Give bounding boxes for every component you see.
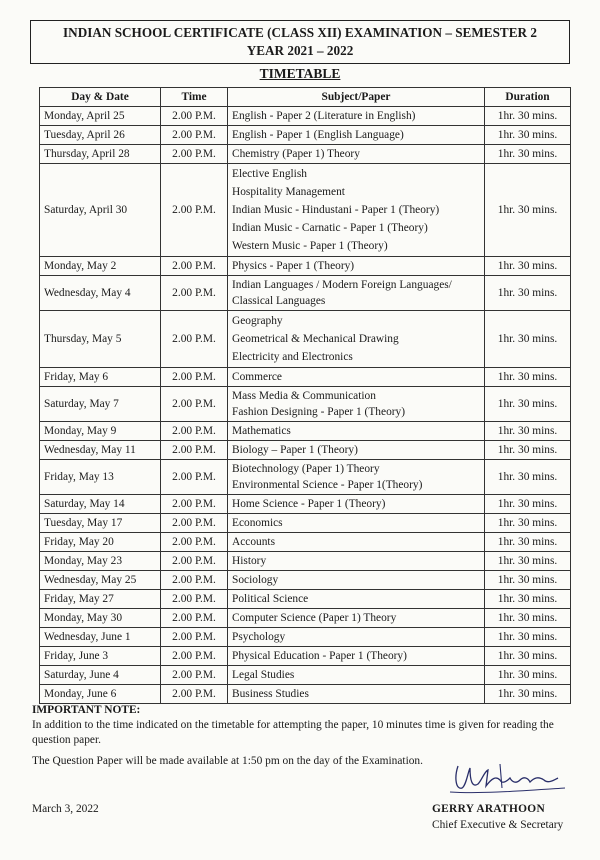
cell-duration: 1hr. 30 mins. [485,571,571,590]
exam-header [30,20,570,64]
cell-duration: 1hr. 30 mins. [485,368,571,387]
cell-time: 2.00 P.M. [161,514,228,533]
cell-time: 2.00 P.M. [161,276,228,311]
table-row [40,647,571,666]
cell-time: 2.00 P.M. [161,126,228,145]
cell-subject [228,387,485,422]
table-row [40,533,571,552]
cell-duration: 1hr. 30 mins. [485,422,571,441]
cell-day-date: Monday, May 23 [40,552,161,571]
subject-line: Fashion Designing - Paper 1 (Theory) [232,406,406,418]
cell-time: 2.00 P.M. [161,387,228,422]
table-row [40,164,571,257]
cell-time: 2.00 P.M. [161,422,228,441]
subject-line: Indian Music - Hindustani - Paper 1 (Theory) [232,204,440,216]
cell-time: 2.00 P.M. [161,311,228,368]
cell-time: 2.00 P.M. [161,666,228,685]
cell-day-date: Tuesday, May 17 [40,514,161,533]
cell-time: 2.00 P.M. [161,609,228,628]
subject-line: Environmental Science - Paper 1(Theory) [232,479,423,491]
table-row [40,571,571,590]
subject-line: Accounts [232,536,276,548]
cell-subject [228,514,485,533]
cell-time: 2.00 P.M. [161,647,228,666]
subject-line: Psychology [232,631,286,643]
column-header-time: Time [161,88,228,107]
subject-line: Physical Education - Paper 1 (Theory) [232,650,407,662]
table-row [40,368,571,387]
column-header-subject: Subject/Paper [228,88,485,107]
cell-time: 2.00 P.M. [161,685,228,704]
cell-subject [228,368,485,387]
cell-day-date: Saturday, May 14 [40,495,161,514]
cell-time: 2.00 P.M. [161,368,228,387]
cell-duration: 1hr. 30 mins. [485,164,571,257]
table-row [40,126,571,145]
cell-time: 2.00 P.M. [161,533,228,552]
column-header-day: Day & Date [40,88,161,107]
timetable-title: TIMETABLE [259,66,341,81]
cell-day-date: Saturday, April 30 [40,164,161,257]
cell-duration: 1hr. 30 mins. [485,590,571,609]
cell-subject [228,609,485,628]
subject-line: Geometrical & Mechanical Drawing [232,333,399,345]
subject-line: Biotechnology (Paper 1) Theory [232,463,380,475]
subject-line: Electricity and Electronics [232,351,353,363]
cell-day-date: Monday, May 2 [40,257,161,276]
cell-subject [228,145,485,164]
cell-subject [228,685,485,704]
cell-day-date: Friday, May 6 [40,368,161,387]
subject-line: Indian Music - Carnatic - Paper 1 (Theory) [232,222,428,234]
cell-time: 2.00 P.M. [161,628,228,647]
subject-line: Physics - Paper 1 (Theory) [232,260,355,272]
cell-duration: 1hr. 30 mins. [485,145,571,164]
cell-time: 2.00 P.M. [161,145,228,164]
cell-day-date: Monday, May 30 [40,609,161,628]
note-title: IMPORTANT NOTE: [32,704,141,716]
table-row [40,387,571,422]
subject-line: Computer Science (Paper 1) Theory [232,612,397,624]
header-line-2: YEAR 2021 – 2022 [246,43,354,58]
timetable-table [39,87,571,704]
table-row [40,276,571,311]
cell-duration: 1hr. 30 mins. [485,514,571,533]
subject-line: Elective English [232,168,307,180]
cell-duration: 1hr. 30 mins. [485,257,571,276]
cell-subject [228,164,485,257]
subject-line: Business Studies [232,688,309,700]
note-paragraph-2: The Question Paper will be made available at 1:50 pm on the day of the Examination. [32,755,423,767]
table-header-row [40,88,571,107]
subject-line: Hospitality Management [232,186,345,198]
subject-line: History [232,555,267,567]
header-line-1: INDIAN SCHOOL CERTIFICATE (CLASS XII) EXAMINATION – SEMESTER 2 [63,25,537,40]
signer-title: Chief Executive & Secretary [432,819,564,831]
table-row [40,609,571,628]
cell-subject [228,666,485,685]
cell-time: 2.00 P.M. [161,441,228,460]
subject-line: Mathematics [232,425,291,437]
cell-subject [228,495,485,514]
cell-subject [228,311,485,368]
cell-day-date: Thursday, April 28 [40,145,161,164]
cell-time: 2.00 P.M. [161,552,228,571]
signer-name: GERRY ARATHOON [432,803,545,815]
cell-day-date: Friday, June 3 [40,647,161,666]
cell-day-date: Wednesday, June 1 [40,628,161,647]
cell-day-date: Saturday, June 4 [40,666,161,685]
cell-duration: 1hr. 30 mins. [485,441,571,460]
cell-day-date: Wednesday, May 25 [40,571,161,590]
table-row [40,422,571,441]
cell-subject [228,107,485,126]
cell-duration: 1hr. 30 mins. [485,609,571,628]
cell-subject [228,590,485,609]
cell-day-date: Monday, April 25 [40,107,161,126]
column-header-duration: Duration [485,88,571,107]
cell-duration: 1hr. 30 mins. [485,311,571,368]
cell-subject [228,276,485,311]
cell-day-date: Friday, May 27 [40,590,161,609]
signature-image [440,758,580,798]
cell-duration: 1hr. 30 mins. [485,552,571,571]
table-row [40,107,571,126]
cell-day-date: Monday, June 6 [40,685,161,704]
cell-duration: 1hr. 30 mins. [485,276,571,311]
cell-time: 2.00 P.M. [161,460,228,495]
subject-line: Political Science [232,593,309,605]
table-row [40,514,571,533]
cell-subject [228,552,485,571]
cell-day-date: Wednesday, May 4 [40,276,161,311]
cell-duration: 1hr. 30 mins. [485,387,571,422]
subject-line: English - Paper 2 (Literature in English) [232,110,416,122]
cell-time: 2.00 P.M. [161,107,228,126]
subject-line: Mass Media & Communication [232,390,376,402]
subject-line: Legal Studies [232,669,295,681]
table-row [40,495,571,514]
timetable-body [40,107,571,704]
cell-subject [228,441,485,460]
cell-time: 2.00 P.M. [161,164,228,257]
cell-subject [228,571,485,590]
subject-line: Chemistry (Paper 1) Theory [232,148,360,160]
table-row [40,145,571,164]
table-row [40,441,571,460]
cell-subject [228,460,485,495]
cell-subject [228,422,485,441]
table-row [40,590,571,609]
subject-line: Geography [232,315,283,327]
cell-duration: 1hr. 30 mins. [485,107,571,126]
table-row [40,460,571,495]
cell-time: 2.00 P.M. [161,495,228,514]
subject-line: Home Science - Paper 1 (Theory) [232,498,386,510]
note-paragraph-1: In addition to the time indicated on the timetable for attempting the paper, 10 minutes time is given for reading the question paper. [32,719,554,746]
cell-time: 2.00 P.M. [161,571,228,590]
table-row [40,552,571,571]
cell-day-date: Saturday, May 7 [40,387,161,422]
subject-line: Classical Languages [232,295,326,307]
table-row [40,666,571,685]
cell-duration: 1hr. 30 mins. [485,647,571,666]
cell-time: 2.00 P.M. [161,590,228,609]
subject-line: Commerce [232,371,282,383]
cell-subject [228,628,485,647]
cell-day-date: Friday, May 13 [40,460,161,495]
issue-date: March 3, 2022 [32,803,99,815]
table-row [40,311,571,368]
cell-subject [228,126,485,145]
cell-duration: 1hr. 30 mins. [485,533,571,552]
table-row [40,257,571,276]
subject-line: Economics [232,517,283,529]
cell-day-date: Tuesday, April 26 [40,126,161,145]
table-row [40,685,571,704]
cell-subject [228,257,485,276]
cell-subject [228,647,485,666]
cell-day-date: Thursday, May 5 [40,311,161,368]
subject-line: Biology – Paper 1 (Theory) [232,444,358,456]
subject-line: Western Music - Paper 1 (Theory) [232,240,388,252]
cell-day-date: Monday, May 9 [40,422,161,441]
cell-day-date: Friday, May 20 [40,533,161,552]
cell-duration: 1hr. 30 mins. [485,666,571,685]
subject-line: Sociology [232,574,279,586]
cell-time: 2.00 P.M. [161,257,228,276]
cell-duration: 1hr. 30 mins. [485,628,571,647]
cell-duration: 1hr. 30 mins. [485,495,571,514]
cell-duration: 1hr. 30 mins. [485,460,571,495]
subject-line: English - Paper 1 (English Language) [232,129,404,141]
cell-duration: 1hr. 30 mins. [485,685,571,704]
subject-line: Indian Languages / Modern Foreign Languages/ [232,279,452,291]
cell-subject [228,533,485,552]
table-row [40,628,571,647]
cell-day-date: Wednesday, May 11 [40,441,161,460]
cell-duration: 1hr. 30 mins. [485,126,571,145]
